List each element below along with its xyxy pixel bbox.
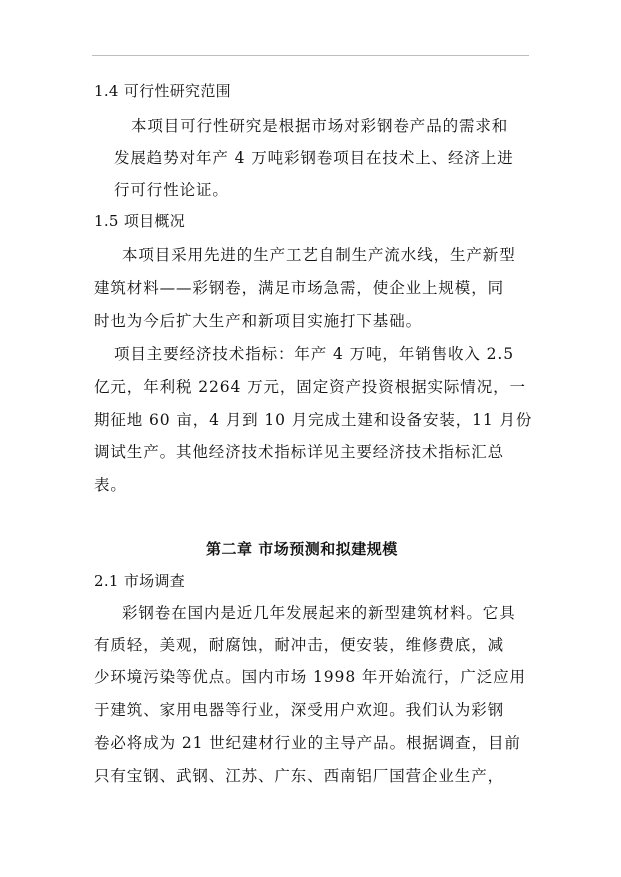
section-heading-2-1: 2.1 市场调查 [94, 572, 186, 590]
paragraph-line: 有质轻，美观，耐腐蚀，耐冲击，便安装，维修费底，减 [94, 636, 505, 654]
paragraph-line: 发展趋势对年产 4 万吨彩钢卷项目在技术上、经济上进 [114, 149, 514, 167]
paragraph-line: 少环境污染等优点。国内市场 1998 年开始流行，广泛应用 [94, 668, 526, 686]
paragraph-line: 本项目采用先进的生产工艺自制生产流水线，生产新型 [122, 246, 516, 264]
header-rule [92, 55, 529, 56]
paragraph-line: 期征地 60 亩，4 月到 10 月完成土建和设备安装，11 月份 [94, 411, 533, 429]
paragraph-line: 亿元，年利税 2264 万元，固定资产投资根据实际情况，一 [94, 378, 526, 396]
paragraph-line: 彩钢卷在国内是近几年发展起来的新型建筑材料。它具 [122, 604, 516, 622]
chapter-title: 第二章 市场预测和拟建规模 [206, 540, 398, 558]
paragraph-line: 于建筑、家用电器等行业，深受用户欢迎。我们认为彩钢 [94, 701, 505, 719]
paragraph-line: 本项目可行性研究是根据市场对彩钢卷产品的需求和 [131, 117, 509, 135]
paragraph-line: 时也为今后扩大生产和新项目实施打下基础。 [94, 312, 423, 330]
paragraph-line: 卷必将成为 21 世纪建材行业的主导产品。根据调查，目前 [94, 734, 521, 752]
paragraph-line: 只有宝钢、武钢、江苏、广东、西南铝厂国营企业生产， [94, 767, 505, 785]
paragraph-line: 表。 [94, 476, 127, 494]
paragraph-line: 行可行性论证。 [114, 181, 229, 199]
section-heading-1-4: 1.4 可行性研究范围 [94, 82, 231, 100]
paragraph-line: 项目主要经济技术指标：年产 4 万吨，年销售收入 2.5 [114, 345, 514, 363]
paragraph-line: 建筑材料——彩钢卷，满足市场急需，使企业上规模，同 [94, 279, 505, 297]
section-heading-1-5: 1.5 项目概况 [94, 212, 186, 230]
paragraph-line: 调试生产。其他经济技术指标详见主要经济技术指标汇总 [94, 443, 505, 461]
